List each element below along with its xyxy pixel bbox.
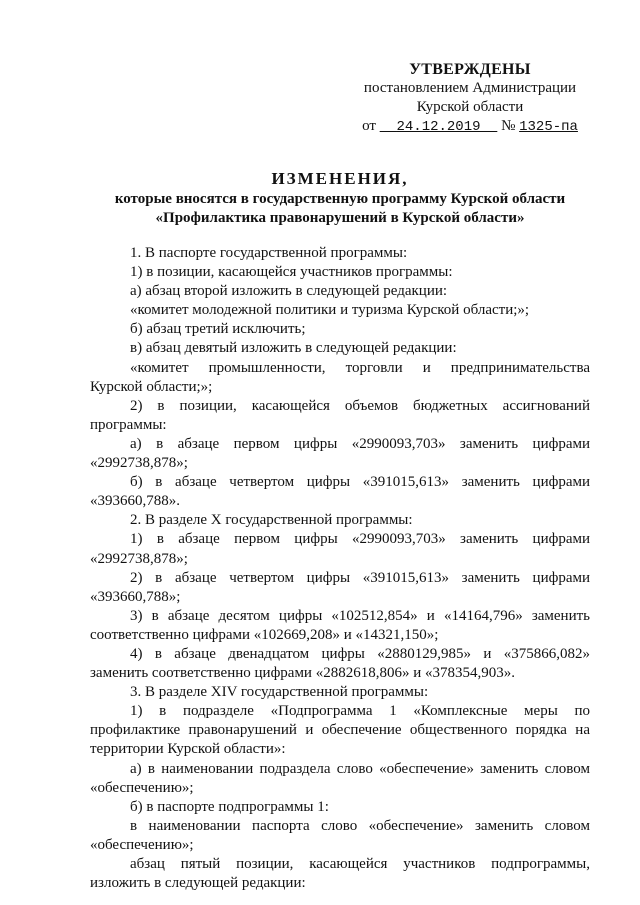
title-main: ИЗМЕНЕНИЯ, — [271, 169, 409, 188]
paragraph-line: а) в наименовании подраздела слово «обеспечение» заменить словом — [130, 760, 590, 777]
paragraph-line: 3. В разделе XIV государственной программы: — [130, 684, 429, 701]
document-body — [90, 244, 590, 893]
paragraph-line: 2) в абзаце четвертом цифры «391015,613» заменить цифрами — [130, 569, 590, 586]
approval-block — [340, 60, 600, 137]
paragraph-line: изложить в следующей редакции: — [90, 875, 306, 892]
approval-number: 1325-па — [519, 119, 578, 135]
paragraph-line: «393660,788»; — [90, 588, 181, 605]
paragraph-line: программы: — [90, 416, 167, 433]
approval-date-line — [340, 117, 600, 137]
paragraph-line: б) в абзаце четвертом цифры «391015,613» заменить цифрами — [130, 474, 590, 491]
paragraph-line: 2) в позиции, касающейся объемов бюджетных ассигнований — [130, 397, 590, 414]
paragraph-line: соответственно цифрами «102669,208» и «14321,150»; — [90, 626, 439, 643]
approval-line-2: Курской области — [416, 99, 524, 115]
paragraph-line: Курской области;»; — [90, 378, 213, 395]
paragraph-line: абзац пятый позиции, касающейся участников подпрограммы, — [130, 856, 590, 872]
paragraph-line: «2992738,878»; — [90, 455, 188, 472]
paragraph-line: 1. В паспорте государственной программы: — [130, 245, 408, 261]
paragraph-line: 4) в абзаце двенадцатом цифры «2880129,985» и «375866,082» — [130, 645, 590, 662]
paragraph-line: 3) в абзаце десятом цифры «102512,854» и «14164,796» заменить — [130, 607, 590, 624]
paragraph-line: «393660,788». — [90, 493, 180, 510]
paragraph-line: в) абзац девятый изложить в следующей редакции: — [130, 340, 457, 357]
paragraph-line: а) в абзаце первом цифры «2990093,703» заменить цифрами — [130, 435, 590, 452]
title-subtitle-1: которые вносятся в государственную программу Курской области — [114, 191, 566, 207]
paragraph-line: «обеспечению»; — [90, 779, 194, 796]
document-title — [60, 168, 620, 228]
paragraph-line: «2992738,878»; — [90, 550, 188, 567]
paragraph-line: 1) в абзаце первом цифры «2990093,703» заменить цифрами — [130, 531, 590, 548]
approval-date: 24.12.2019 — [396, 119, 481, 135]
title-subtitle-2: «Профилактика правонарушений в Курской области» — [155, 210, 525, 226]
paragraph-line: б) в паспорте подпрограммы 1: — [130, 798, 329, 815]
approval-heading: УТВЕРЖДЕНЫ — [409, 61, 531, 78]
paragraph-line: а) абзац второй изложить в следующей редакции: — [130, 283, 448, 300]
paragraph-line: 1) в позиции, касающейся участников программы: — [130, 264, 453, 281]
paragraph-line: 2. В разделе X государственной программы: — [130, 512, 413, 529]
paragraph-line: «обеспечению»; — [90, 836, 194, 853]
paragraph-line: в наименовании паспорта слово «обеспечение» заменить словом — [130, 817, 590, 834]
paragraph-line: профилактике правонарушений и обеспечение общественного порядка на — [90, 722, 590, 739]
paragraph-line: «комитет промышленности, торговли и предпринимательства — [130, 359, 590, 376]
number-prefix: № — [501, 118, 516, 134]
approval-line-1: постановлением Администрации — [363, 80, 577, 96]
paragraph-line: «комитет молодежной политики и туризма Курской области;»; — [130, 302, 530, 319]
paragraph-line: б) абзац третий исключить; — [130, 321, 306, 338]
paragraph-line: заменить соответственно цифрами «2882618,806» и «378354,903». — [90, 665, 515, 682]
paragraph-line: территории Курской области»: — [90, 741, 286, 758]
paragraph-line: 1) в подразделе «Подпрограмма 1 «Комплексные меры по — [130, 703, 590, 720]
from-prefix: от — [362, 118, 376, 134]
